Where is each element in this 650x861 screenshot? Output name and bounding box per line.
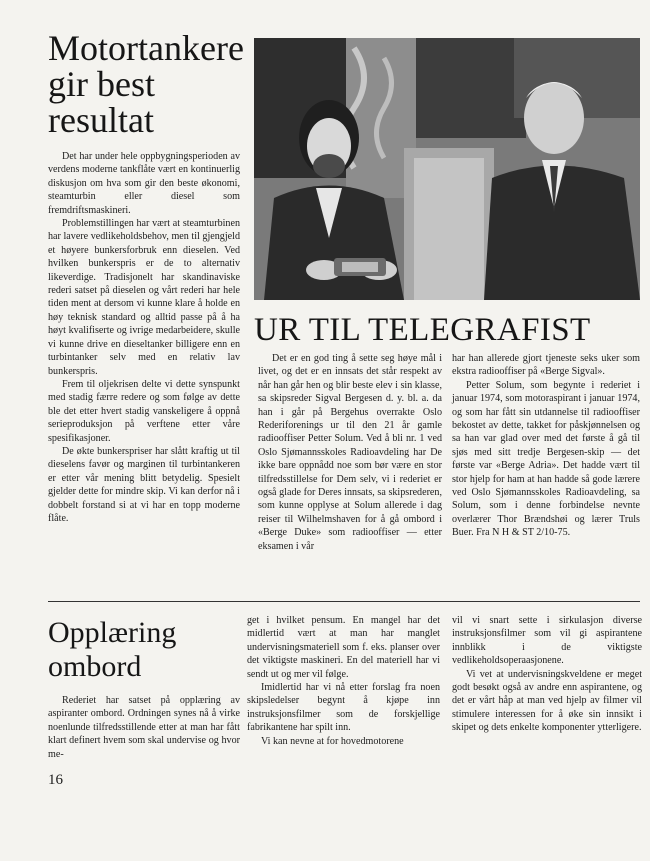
article-body-opplaering-col2 [247, 614, 440, 748]
paragraph: Vi vet at undervisningskveldene er meget godt besøkt også av andre enn aspirantene, og det er vårt håp at man ved hjelp av filmer vil stimulere interessen for å øke sin innsikt i skipet og dets enkelte komponenter ytterligere. [452, 668, 642, 734]
article-body-telegrafist-col2 [452, 352, 640, 540]
paragraph: har han allerede gjort tjeneste seks uker som ekstra radiooffiser på «Berge Sigval». [452, 353, 640, 378]
article-body-telegrafist-col1 [258, 352, 442, 553]
paragraph: Det har under hele oppbygningsperioden av verdens moderne tankflåte vært en kontinuerlig diskusjon om hva som gir den beste økonomi, steamturbin eller diesel som fremdriftsmaskineri. [48, 151, 240, 216]
article-title-ur-til-telegrafist: UR TIL TELEGRAFIST [254, 312, 591, 348]
article-body-motortankere [48, 150, 240, 525]
paragraph: Frem til oljekrisen delte vi dette synspunkt med stadig færre redere og som følge av dette ble det etter hvert stadig vanskeligere å oppnå serieproduksjon på verftene etter våre spesifikasjoner. [48, 378, 240, 444]
page-number: 16 [48, 772, 63, 788]
paragraph: Rederiet har satset på opplæring av aspiranter ombord. Ordningen synes nå å virke noenlunde tilfredsstillende etter at man har fått klart definert hvem som skal undervise og hvor me- [48, 695, 240, 760]
article-title-opplaering-ombord: Opplæring ombord [48, 616, 177, 683]
paragraph: Vi kan nevne at for hovedmotorene [261, 735, 404, 747]
article-body-opplaering-col1 [48, 694, 240, 761]
section-divider [48, 601, 640, 602]
paragraph: get i hvilket pensum. En mangel har det midlertid vært at man har manglet undervisningsmateriell som f. eks. planser over det viktigste maskineri. En del materiell har vi sendt ut og mer vil følge. [247, 615, 440, 680]
article-title-motortankere: Motortankere gir best resultat [48, 28, 244, 140]
photo-watch-presentation [254, 38, 640, 300]
paragraph: vil vi snart sette i sirkulasjon diverse instruksjonsfilmer som vil gi aspirantene innblikk i de viktigste vedlikeholdsoperaasjonene. [452, 615, 642, 667]
paragraph: Petter Solum, som begynte i rederiet i januar 1974, som motoraspirant i januar 1974, og som har fått sin utdannelse til radiooffiser bekostet av dette, takket for påskjønnelsen og sa han var glad over med det første å gå til sjøs med sitt tredje Bergesen-skip — det første var «Berge Adria». Det hadde vært til stor hjelp for ham at han hadde så gode lærere ved Oslo Sjømannsskoles Radioavdeling, sa Solum, som i denne forbindelse nevnte overlærer Thor Brændshøi og lærer Truls Buer. Fra N H & ST 2/10-75. [452, 379, 640, 539]
paragraph: Problemstillingen har vært at steamturbinen har lavere vedlikeholdsbehov, men til gjengjeld et høyere bunkersforbruk enn dieselen. Ved hvilken bunkerspris er de to alternativ likeverdige. Tradisjonelt har skandinaviske rederi satset på dieselen og vårt rederi har hele tiden ment at dersom vi kunne klare å holde en høy teknisk standard og alltid passe på å ha høyt kvalifiserte og ivrige medarbeidere, skulle vi kunne drive en dieseltanker billigere enn en turbintanker selv med en relativ lav bunkerspris. [48, 218, 240, 377]
paragraph: Imidlertid har vi nå etter forslag fra noen skipsledelser begynt å kjøpe inn instruksjonsfilmer som de forskjellige fabrikantene har spilt inn. [247, 682, 440, 734]
paragraph: Det er en god ting å sette seg høye mål i livet, og det er en innsats det står respekt av når han går hen og blir beste elev i sin klasse, sa skipsreder Sigval Bergesen d. y. bl. a. da han i går på Bergehus overrakte Oslo Rederiforenings ur til den 21 år gamle radiooffiser Petter Solum. Ved å bli nr. 1 ved Oslo Sjømannsskoles Radioavdeling har De ikke bare oppnådd noe som bør være en stor tilfredsstillelse for Dem selv, vi i rederiet er også glade for Deres innsats, sa skipsrederen, som kunne opplyse at Solum allerede i dag reiser til Wilhelmshaven for å gå ombord i «Berge Duke» som radiooffiser — etter eksamen i vår [258, 353, 442, 552]
article-body-opplaering-col3 [452, 614, 642, 735]
paragraph: De økte bunkerspriser har slått kraftig ut til dieselens favør og marginen til turbintankeren er etter vår mening blitt betydelig. Spesielt gjelder dette for mindre skip. Vi kan derfor nå i dobbelt forstand si at vi har en topp moderne flåte. [48, 445, 240, 524]
